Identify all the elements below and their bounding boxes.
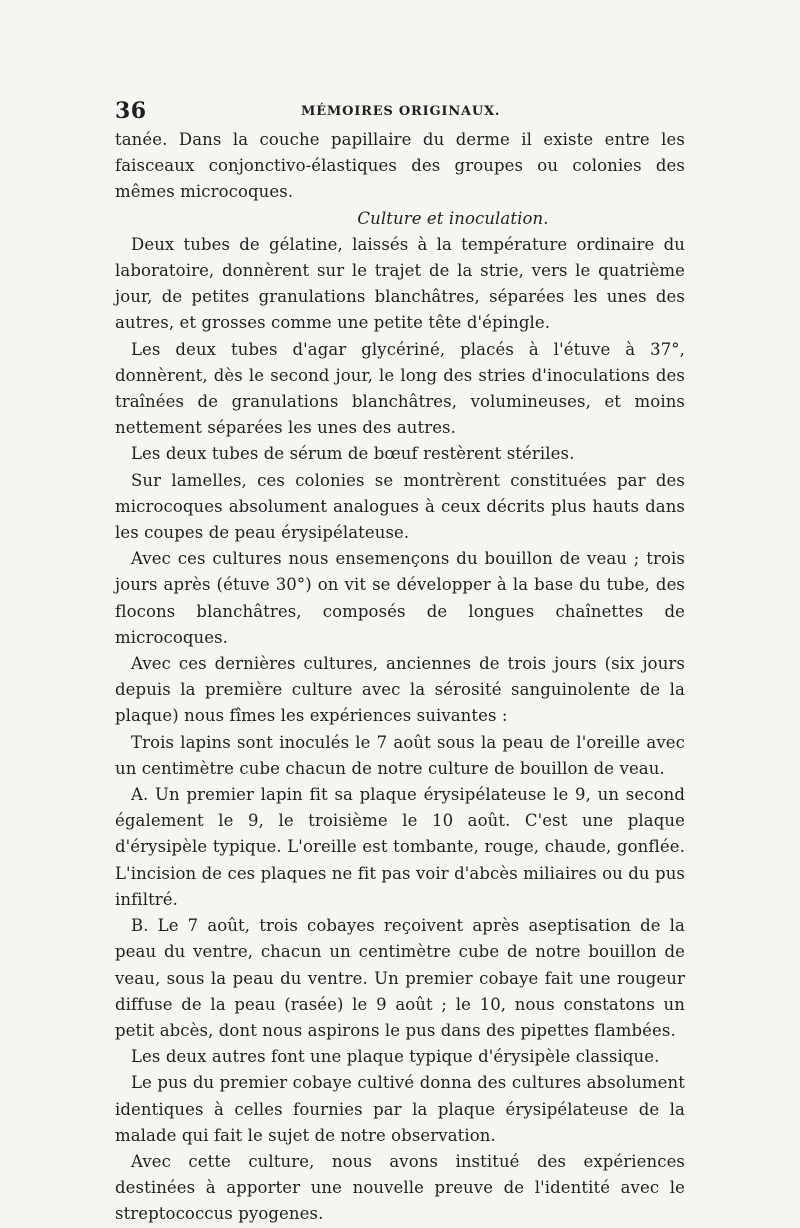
paragraph: tanée. Dans la couche papillaire du derme il existe entre les faisceaux conjonctivo-élastiques des groupes ou colonies des mêmes microcoques.: [115, 130, 685, 202]
paragraph: A. Un premier lapin fit sa plaque érysipélateuse le 9, un second également le 9, le troisième le 10 août. C'est une plaque d'érysipèle typique. L'oreille est tombante, rouge, chaude, gonflée. L'incision de ces plaques ne fit pas voir d'abcès miliaires ou du pus infiltré.: [115, 785, 685, 909]
page-number: 36: [115, 98, 147, 124]
paragraph: Deux tubes de gélatine, laissés à la température ordinaire du laboratoire, donnèrent sur le trajet de la strie, vers le quatrième jour, de petites granulations blanchâtres, séparées les unes des autres, et grosses comme une petite tête d'épingle.: [115, 234, 685, 333]
paragraph: Sur lamelles, ces colonies se montrèrent constituées par des microcoques absolument analogues à ceux décrits plus hauts dans les coupes de peau érysipélateuse.: [115, 470, 685, 543]
paragraph: Avec cette culture, nous avons institué des expériences destinées à apporter une nouvelle preuve de l'identité avec le streptococcus pyogenes.: [115, 1151, 685, 1224]
paragraph: Avec ces dernières cultures, anciennes de trois jours (six jours depuis la première culture avec la sérosité sanguinolente de la plaque) nous fîmes les expériences suivantes :: [115, 654, 685, 726]
paragraph: Les deux tubes de sérum de bœuf restèrent stériles.: [131, 444, 575, 464]
section-heading: Culture et inoculation.: [357, 208, 549, 228]
paragraph: Le pus du premier cobaye cultivé donna des cultures absolument identiques à celles fournies par la plaque érysipélateuse de la malade qui fait le sujet de notre observation.: [115, 1073, 685, 1145]
paragraph: B. Le 7 août, trois cobayes reçoivent après aseptisation de la peau du ventre, chacun un centimètre cube de notre bouillon de veau, sous la peau du ventre. Un premier cobaye fait une rougeur diffuse de la peau (rasée) le 9 août ; le 10, nous constatons un petit abcès, dont nous aspirons le pus dans des pipettes flambées.: [115, 916, 685, 1040]
paragraph: Avec ces cultures nous ensemençons du bouillon de veau ; trois jours après (étuve 30°) on vit se développer à la base du tube, des flocons blanchâtres, composés de longues chaînettes de microcoques.: [115, 549, 685, 647]
page-header: [115, 98, 685, 124]
running-title: MÉMOIRES ORIGINAUX.: [301, 104, 501, 119]
paragraph: Les deux tubes d'agar glycériné, placés à l'étuve à 37°, donnèrent, dès le second jour, le long des stries d'inoculations des traînées de granulations blanchâtres, volumineuses, et moins nettement séparées les unes des autres.: [115, 339, 685, 438]
paragraph: Les deux autres font une plaque typique d'érysipèle classique.: [131, 1047, 660, 1067]
body-text: [115, 127, 685, 1228]
paragraph: Trois lapins sont inoculés le 7 août sous la peau de l'oreille avec un centimètre cube chacun de notre culture de bouillon de veau.: [115, 732, 685, 778]
